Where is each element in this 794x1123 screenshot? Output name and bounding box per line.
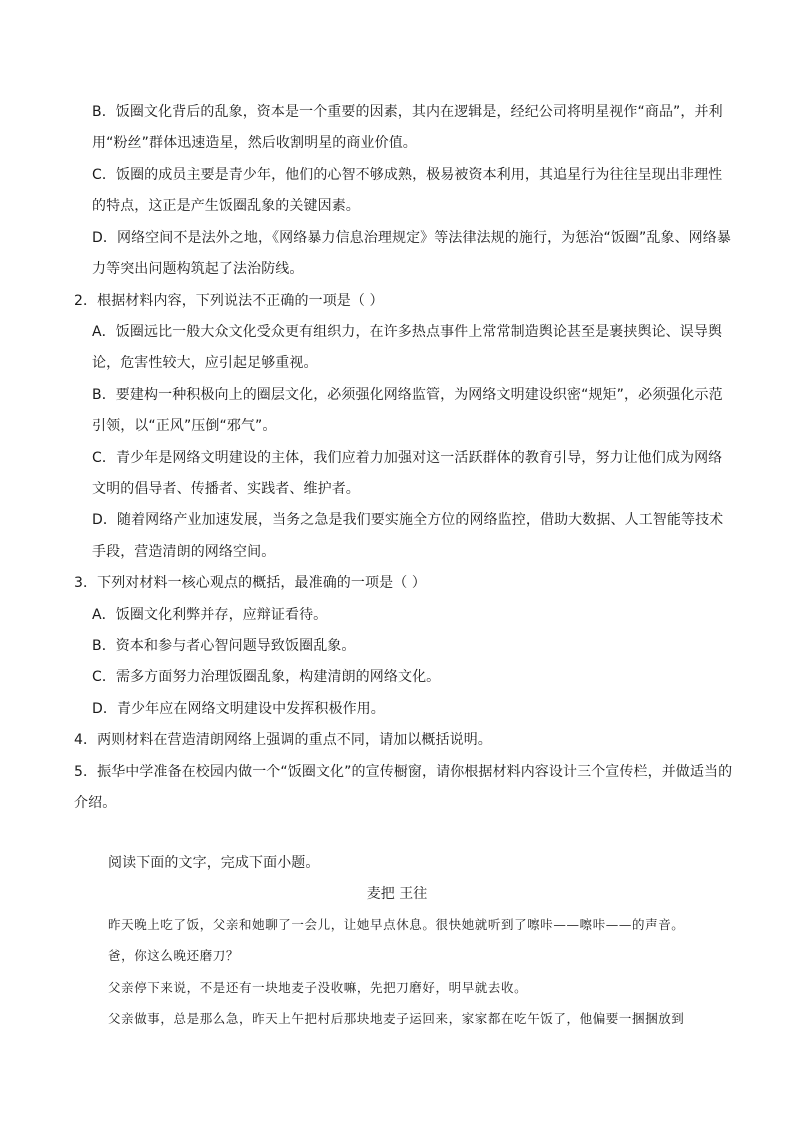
- story-title: 麦把 王往: [366, 886, 428, 902]
- q4-stem: 4．两则材料在营造清朗网络上强调的重点不同，请加以概括说明。: [74, 732, 492, 748]
- q1-option-d-line1: D．网络空间不是法外之地，《网络暴力信息治理规定》等法律法规的施行，为惩治“饭圈”乱象、网络暴: [92, 230, 731, 246]
- q3-option-a: A．饭圈文化利弊并存，应辩证看待。: [92, 607, 328, 623]
- q2-option-a-line1: A．饭圈远比一般大众文化受众更有组织力，在许多热点事件上常常制造舆论甚至是裹挟舆论、误导舆: [92, 324, 723, 340]
- q2-stem: 2．根据材料内容，下列说法不正确的一项是（ ）: [74, 293, 384, 309]
- q2-option-b-line1: B．要建构一种积极向上的圈层文化，必须强化网络监管，为网络文明建设织密“规矩”，必须强化示范: [92, 387, 723, 403]
- story-paragraph: 父亲做事，总是那么急，昨天上午把村后那块地麦子运回来，家家都在吃午饭了，他偏要一捆捆放到: [108, 1011, 685, 1026]
- q1-option-b-line1: B．饭圈文化背后的乱象，资本是一个重要的因素，其内在逻辑是，经纪公司将明星视作“商品”，并利: [92, 104, 723, 120]
- q1-option-b-line2: 用“粉丝”群体迅速造星，然后收割明星的商业价值。: [92, 135, 417, 151]
- q2-option-c-line1: C．青少年是网络文明建设的主体，我们应着力加强对这一活跃群体的教育引导，努力让他们成为网络: [92, 450, 723, 466]
- q3-option-b: B．资本和参与者心智问题导致饭圈乱象。: [92, 638, 356, 654]
- story-paragraph: 父亲停下来说，不是还有一块地麦子没收嘛，先把刀磨好，明早就去收。: [108, 980, 528, 995]
- q1-option-d-line2: 力等突出问题构筑起了法治防线。: [92, 261, 304, 277]
- q3-option-d: D．青少年应在网络文明建设中发挥积极作用。: [92, 701, 385, 717]
- story-paragraph: 昨天晚上吃了饭，父亲和她聊了一会儿，让她早点休息。很快她就听到了嚓咔——嚓咔——的声音。: [108, 917, 685, 932]
- q2-option-d-line1: D．随着网络产业加速发展，当务之急是我们要实施全方位的网络监控，借助大数据、人工智能等技术: [92, 512, 724, 528]
- q2-option-b-line2: 引领，以“正风”压倒“邪气”。: [92, 418, 277, 434]
- q2-option-a-line2: 论，危害性较大，应引起足够重视。: [92, 355, 318, 371]
- q2-option-c-line2: 文明的倡导者、传播者、实践者、维护者。: [92, 481, 360, 497]
- q2-option-d-line2: 手段，营造清朗的网络空间。: [92, 544, 276, 560]
- q1-option-c-line1: C．饭圈的成员主要是青少年，他们的心智不够成熟，极易被资本利用，其追星行为往往呈现出非理性: [92, 167, 723, 183]
- reading-instructions: 阅读下面的文字，完成下面小题。: [108, 855, 320, 871]
- q1-option-c-line2: 的特点，这正是产生饭圈乱象的关键因素。: [92, 198, 360, 214]
- q5-stem-line2: 介绍。: [74, 795, 117, 811]
- q3-option-c: C．需多方面努力治理饭圈乱象，构建清朗的网络文化。: [92, 669, 441, 685]
- q3-stem: 3．下列对材料一核心观点的概括，最准确的一项是（ ）: [74, 575, 426, 591]
- q5-stem-line1: 5．振华中学准备在校园内做一个“饭圈文化”的宣传橱窗，请你根据材料内容设计三个宣传栏，并做适当的: [74, 764, 733, 780]
- story-paragraph: 爸，你这么晚还磨刀？: [108, 948, 240, 963]
